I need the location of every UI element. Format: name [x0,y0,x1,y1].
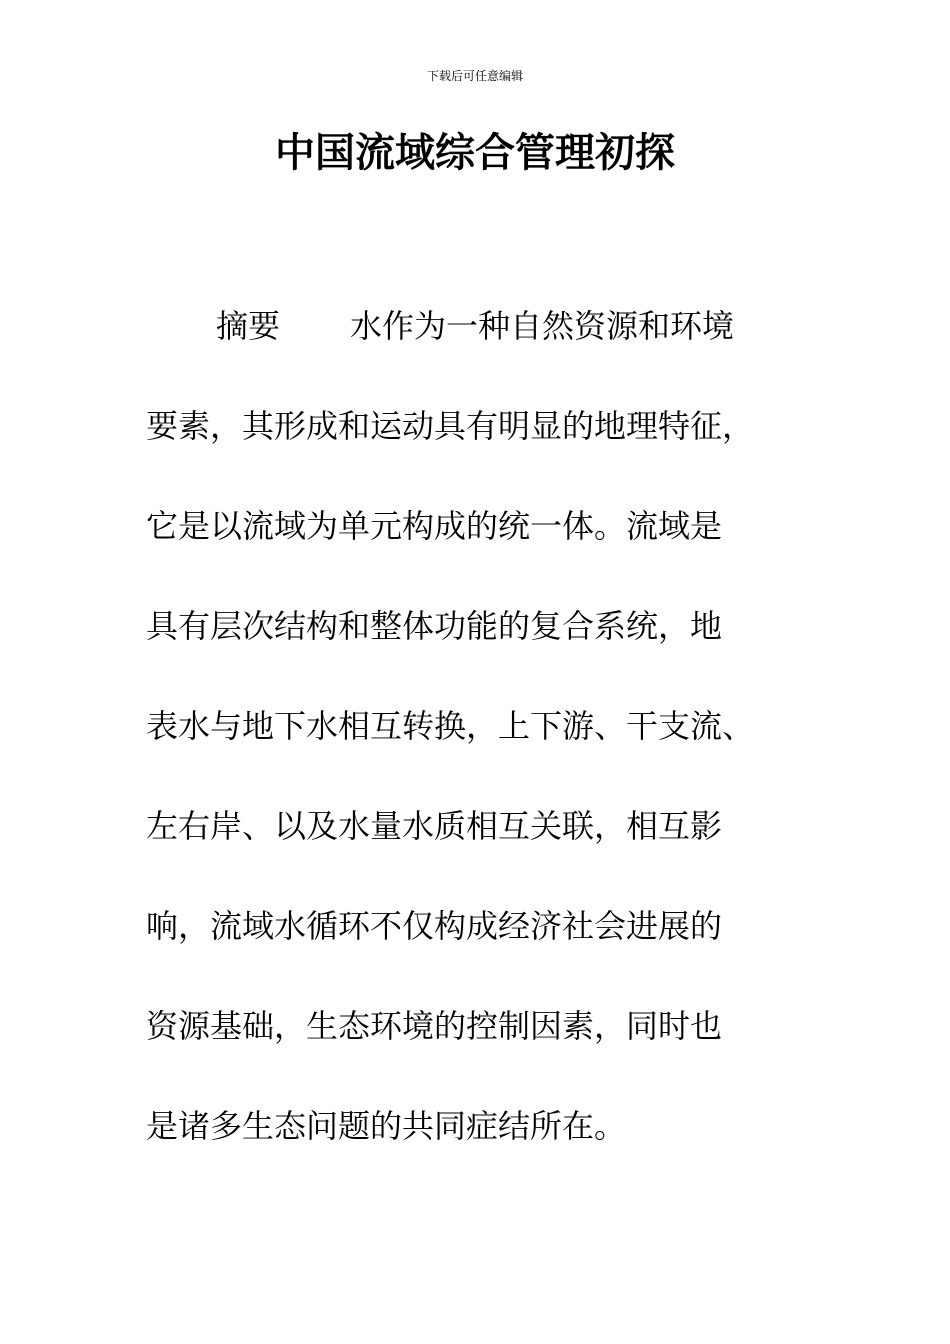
paragraph-line: 水作为一种自然资源和环境 [350,307,735,345]
paragraph-line: 具有层次结构和整体功能的复合系统，地 [146,607,723,645]
document-title: 中国流域综合管理初探 [275,129,675,176]
paragraph-line: 资源基础，生态环境的控制因素，同时也 [146,1007,723,1045]
abstract-label: 摘要 [216,307,281,345]
paragraph-line: 响，流域水循环不仅构成经济社会进展的 [146,907,723,945]
paragraph-line: 表水与地下水相互转换，上下游、干支流、 [146,707,755,745]
paragraph-line: 要素，其形成和运动具有明显的地理特征， [146,407,755,445]
abstract-first-line [146,294,816,394]
paragraph-line: 它是以流域为单元构成的统一体。流域是 [146,507,723,545]
header-note: 下载后可任意编辑 [426,69,523,83]
abstract-body [146,294,816,1194]
paragraph-line: 左右岸、以及水量水质相互关联，相互影 [146,807,723,845]
paragraph-line: 是诸多生态问题的共同症结所在。 [146,1107,627,1145]
